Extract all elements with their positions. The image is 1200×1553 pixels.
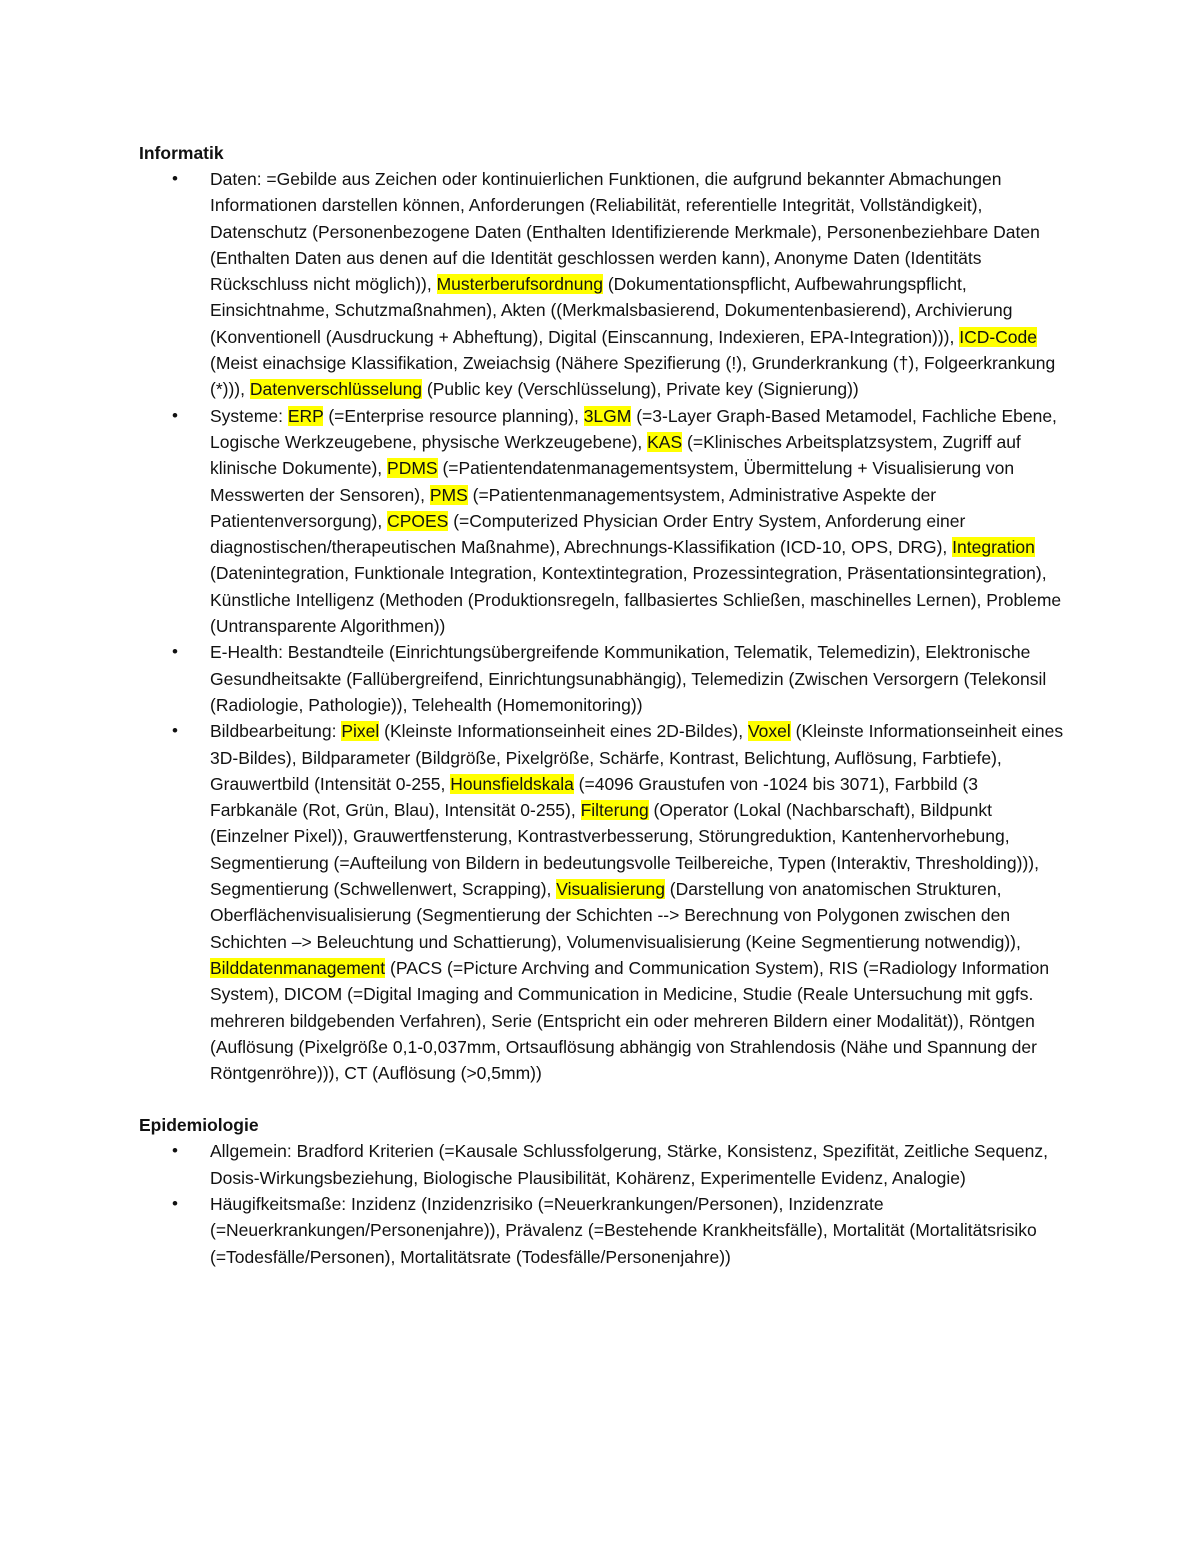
text-segment: (Darstellung von anatomischen Strukturen, Oberflächenvisualisierung (Segmentierung der Schichten --> Berechnung von Polygonen zwischen den Schichten –> Beleuchtung und Schattierung), Volumenvisualisierung (Keine Segmentierung notwendig)), <box>210 879 1021 952</box>
list-item <box>139 1191 1064 1270</box>
text-segment: Systeme: <box>210 405 288 426</box>
text-segment: (=4096 Graustufen von -1024 bis 3071), Farbbild (3 Farbkanäle (Rot, Grün, Blau), Intensität 0-255), <box>210 773 979 821</box>
bullet-icon: • <box>172 405 178 425</box>
highlighted-term: Hounsfieldskala <box>450 773 574 794</box>
text-segment: (Kleinste Informationseinheit eines 2D-Bildes), <box>379 721 748 742</box>
text-segment: Bildbearbeitung: <box>210 721 342 742</box>
list-item <box>139 718 1064 1086</box>
bullet-icon: • <box>172 169 178 188</box>
highlighted-term: PMS <box>429 484 468 505</box>
section-epidemiologie <box>139 1112 1064 1269</box>
highlighted-term: CPOES <box>387 510 449 531</box>
highlighted-term: ICD-Code <box>959 326 1038 347</box>
text-segment: (Dokumentationspflicht, Aufbewahrungspflicht, Einsichtnahme, Schutzmaßnahmen), Akten ((Merkmalsbasierend, Dokumentenbasierend), Archivierung (Konventionell (Ausdruckung + Abheftung), Digital (Einscannung, Indexieren, EPA-Integration))), <box>210 274 1013 347</box>
text-segment: (PACS (=Picture Archving and Communication System), RIS (=Radiology Information System), DICOM (=Digital Imaging and Communication in Medicine, Studie (Reale Untersuchung mit ggfs. mehreren bildgebenden Verfahren), Serie (Entspricht ein oder mehreren Bildern einer Modalität)), Röntgen (Auflösung (Pixelgröße 0,1-0,037mm, Ortsauflösung abhängig von Strahlendosis (Nähe und Spannung der Röntgenröhre))), CT (Auflösung (>0,5mm)) <box>210 957 1050 1084</box>
bullet-icon: • <box>172 1193 178 1213</box>
text-segment: (=Patientenmanagementsystem, Administrative Aspekte der Patientenversorgung), <box>210 484 937 531</box>
highlighted-term: Filterung <box>580 800 649 821</box>
list-item <box>139 403 1064 640</box>
bullet-icon: • <box>172 642 178 662</box>
document-page <box>139 140 1064 1270</box>
text-segment: (=Patientendatenmanagementsystem, Übermittelung + Visualisierung von Messwerten der Sensoren), <box>210 458 1015 505</box>
list-item <box>139 639 1064 718</box>
text-segment: (=Enterprise resource planning), <box>323 405 584 426</box>
text-segment: (Public key (Verschlüsselung), Private key (Signierung)) <box>422 379 859 400</box>
highlighted-term: Musterberufsordnung <box>436 274 603 295</box>
highlighted-term: Visualisierung <box>556 879 665 900</box>
highlighted-term: Pixel <box>341 721 380 742</box>
highlighted-term: Bilddatenmanagement <box>210 957 386 978</box>
highlighted-term: Voxel <box>747 721 791 742</box>
highlighted-term: Datenverschlüsselung <box>249 379 423 400</box>
text-segment: Allgemein: Bradford Kriterien (=Kausale Schlussfolgerung, Stärke, Konsistenz, Spezifität, Zeitliche Sequenz, Dosis-Wirkungsbeziehung, Biologische Plausibilität, Kohärenz, Experimentelle Evidenz, Analogie) <box>210 1141 1049 1188</box>
text-segment: E-Health: Bestandteile (Einrichtungsübergreifende Kommunikation, Telematik, Telemedizin), Elektronische Gesundheitsakte (Fallübergreifend, Einrichtungsunabhängig), Telemedizin (Zwischen Versorgern (Telekonsil (Radiologie, Pathologie)), Telehealth (Homemonitoring)) <box>210 642 1047 715</box>
text-segment: (Datenintegration, Funktionale Integration, Kontextintegration, Prozessintegration, Präsentationsintegration), Künstliche Intelligenz (Methoden (Produktionsregeln, fallbasiertes Schließen, maschinelles Lernen), Probleme (Untransparente Algorithmen)) <box>210 563 1062 637</box>
highlighted-term: KAS <box>647 431 683 452</box>
bullet-list <box>139 1138 1064 1269</box>
text-segment: (=Computerized Physician Order Entry System, Anforderung einer diagnostischen/therapeutischen Maßnahme), Abrechnungs-Klassifikation (ICD-10, OPS, DRG), <box>210 510 966 558</box>
list-item <box>139 1138 1064 1191</box>
list-item <box>139 166 1064 403</box>
text-segment: Daten: =Gebilde aus Zeichen oder kontinuierlichen Funktionen, die aufgrund bekannter Abmachungen Informationen darstellen können, Anforderungen (Reliabilität, referentielle Integrität, Vollständigkeit), Datenschutz (Personenbezogene Daten (Enthalten Identifizierende Merkmale), Personenbeziehbare Daten (Enthalten Daten aus denen auf die Identität geschlossen werden kann), Anonyme Daten (Identitäts Rückschluss nicht möglich)), <box>210 169 1040 295</box>
bullet-icon: • <box>172 721 178 741</box>
section-heading: Informatik <box>139 143 224 163</box>
text-segment: (=3-Layer Graph-Based Metamodel, Fachliche Ebene, Logische Werkzeugebene, physische Werkzeugebene), <box>210 405 1057 452</box>
bullet-list <box>139 166 1064 1086</box>
highlighted-term: PDMS <box>387 458 438 479</box>
text-segment: (Meist einachsige Klassifikation, Zweiachsig (Nähere Spezifierung (!), Grunderkrankung (†), Folgeerkrankung (*))), <box>210 353 1056 400</box>
text-segment: (Operator (Lokal (Nachbarschaft), Bildpunkt (Einzelner Pixel)), Grauwertfensterung, Kontrastverbesserung, Störungreduktion, Kantenhervorhebung, Segmentierung (=Aufteilung von Bildern in bedeutungsvolle Teilbereiche, Typen (Interaktiv, Thresholding))), Segmentierung (Schwellenwert, Scrapping), <box>210 800 1039 900</box>
text-segment: Häugifkeitsmaße: Inzidenz (Inzidenzrisiko (=Neuerkrankungen/Personen), Inzidenzrate (=Neuerkrankungen/Personenjahre)), Prävalenz (=Bestehende Krankheitsfälle), Mortalität (Mortalitätsrisiko (=Todesfälle/Personen), Mortalitätsrate (Todesfälle/Personenjahre)) <box>210 1193 1037 1267</box>
section-heading: Epidemiologie <box>139 1115 259 1136</box>
text-segment: (Kleinste Informationseinheit eines 3D-Bildes), Bildparameter (Bildgröße, Pixelgröße, Schärfe, Kontrast, Belichtung, Auflösung, Farbtiefe), Grauwertbild (Intensität 0-255, <box>210 721 1064 794</box>
highlighted-term: Integration <box>952 537 1035 558</box>
section-informatik <box>139 140 1064 1086</box>
highlighted-term: 3LGM <box>583 405 632 426</box>
highlighted-term: ERP <box>287 405 324 426</box>
bullet-icon: • <box>172 1141 178 1161</box>
text-segment: (=Klinisches Arbeitsplatzsystem, Zugriff auf klinische Dokumente), <box>210 431 1021 479</box>
